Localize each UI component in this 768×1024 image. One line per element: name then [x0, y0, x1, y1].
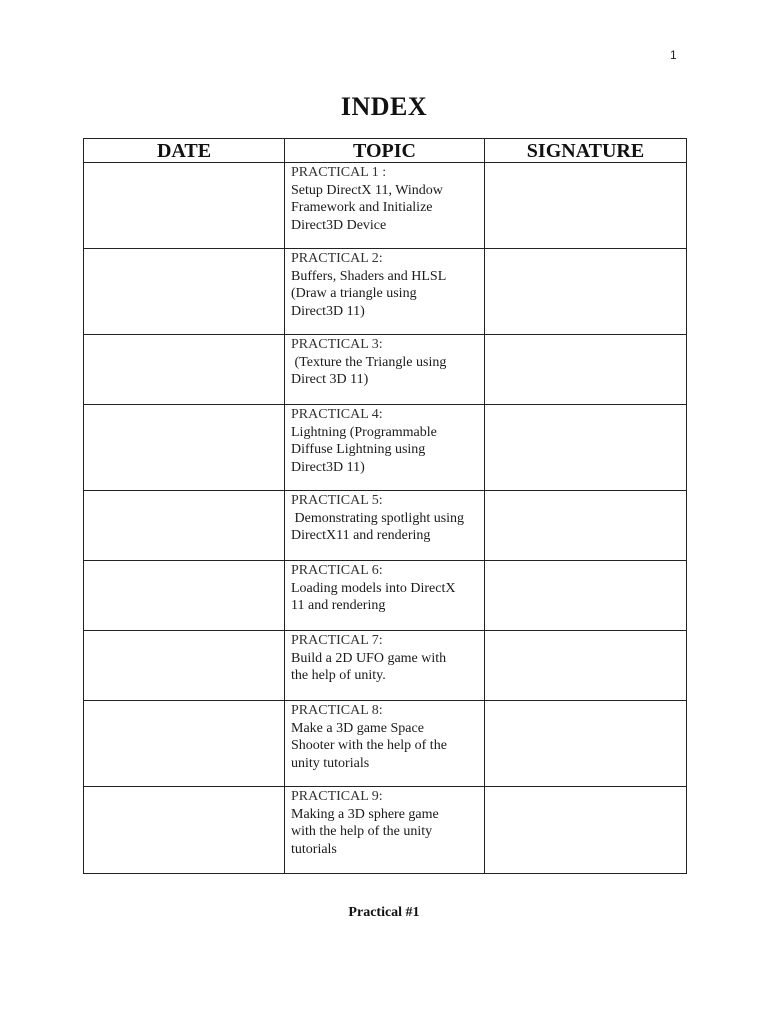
topic-text-line: Direct3D 11): [291, 459, 365, 475]
practical-number: PRACTICAL 9:: [291, 789, 383, 804]
date-column-header: DATE: [84, 139, 285, 163]
index-table: [83, 138, 687, 874]
topic-text-line: Making a 3D sphere game: [291, 806, 439, 822]
date-cell[interactable]: [84, 491, 285, 561]
date-cell[interactable]: [84, 335, 285, 405]
topic-cell: [285, 491, 485, 561]
practical-number: PRACTICAL 4:: [291, 407, 383, 422]
topic-cell: [285, 787, 485, 874]
signature-cell[interactable]: [485, 631, 687, 701]
practical-heading: Practical #1: [348, 905, 420, 920]
topic-text-line: Make a 3D game Space: [291, 720, 424, 736]
topic-text-line: with the help of the unity: [291, 824, 433, 839]
topic-cell: [285, 249, 485, 335]
topic-text-line: Shooter with the help of the: [291, 738, 447, 753]
topic-cell: [285, 561, 485, 631]
topic-cell: [285, 631, 485, 701]
topic-text-line: Framework and Initialize: [291, 200, 433, 215]
topic-cell: [285, 405, 485, 491]
table-row: [84, 787, 687, 874]
index-table-body: [84, 163, 687, 874]
topic-text-line: (Texture the Triangle using: [291, 354, 447, 370]
topic-text-line: 11 and rendering: [291, 598, 386, 613]
signature-column-header: SIGNATURE: [485, 139, 687, 163]
practical-number: PRACTICAL 1 :: [291, 165, 387, 180]
signature-cell[interactable]: [485, 787, 687, 874]
topic-text-line: (Draw a triangle using: [291, 286, 417, 301]
topic-text-line: Demonstrating spotlight using: [291, 510, 465, 526]
topic-text-line: Loading models into DirectX: [291, 580, 456, 596]
practical-number: PRACTICAL 5:: [291, 493, 383, 508]
topic-text-line: Direct3D 11): [291, 303, 365, 319]
table-row: [84, 249, 687, 335]
signature-cell[interactable]: [485, 335, 687, 405]
page-number: 1: [670, 48, 677, 62]
topic-text-line: Buffers, Shaders and HLSL: [291, 268, 447, 284]
topic-text-line: Setup DirectX 11, Window: [291, 182, 443, 198]
signature-cell[interactable]: [485, 701, 687, 787]
topic-text-line: Diffuse Lightning using: [291, 442, 426, 457]
topic-column-header: TOPIC: [285, 139, 485, 163]
table-row: [84, 163, 687, 249]
table-row: [84, 405, 687, 491]
topic-cell: [285, 701, 485, 787]
date-cell[interactable]: [84, 561, 285, 631]
table-row: [84, 631, 687, 701]
table-row: [84, 491, 687, 561]
practical-number: PRACTICAL 2:: [291, 251, 383, 266]
signature-cell[interactable]: [485, 561, 687, 631]
topic-text-line: DirectX11 and rendering: [291, 528, 431, 543]
practical-number: PRACTICAL 3:: [291, 337, 383, 352]
signature-cell[interactable]: [485, 249, 687, 335]
topic-text-line: unity tutorials: [291, 755, 370, 771]
date-cell[interactable]: [84, 163, 285, 249]
table-header-row: [84, 139, 687, 163]
topic-text-line: Build a 2D UFO game with: [291, 650, 447, 666]
practical-number: PRACTICAL 7:: [291, 633, 383, 648]
practical-number: PRACTICAL 8:: [291, 703, 383, 718]
date-cell[interactable]: [84, 701, 285, 787]
date-cell[interactable]: [84, 787, 285, 874]
topic-text-line: Lightning (Programmable: [291, 424, 437, 440]
signature-cell[interactable]: [485, 491, 687, 561]
date-cell[interactable]: [84, 249, 285, 335]
table-row: [84, 561, 687, 631]
table-row: [84, 701, 687, 787]
topic-text-line: Direct 3D 11): [291, 372, 369, 387]
date-cell[interactable]: [84, 631, 285, 701]
page-title: INDEX: [340, 92, 428, 121]
practical-number: PRACTICAL 6:: [291, 563, 383, 578]
topic-text-line: Direct3D Device: [291, 217, 387, 233]
topic-cell: [285, 163, 485, 249]
signature-cell[interactable]: [485, 163, 687, 249]
topic-text-line: the help of unity.: [291, 668, 386, 683]
signature-cell[interactable]: [485, 405, 687, 491]
table-row: [84, 335, 687, 405]
date-cell[interactable]: [84, 405, 285, 491]
topic-cell: [285, 335, 485, 405]
topic-text-line: tutorials: [291, 841, 337, 857]
